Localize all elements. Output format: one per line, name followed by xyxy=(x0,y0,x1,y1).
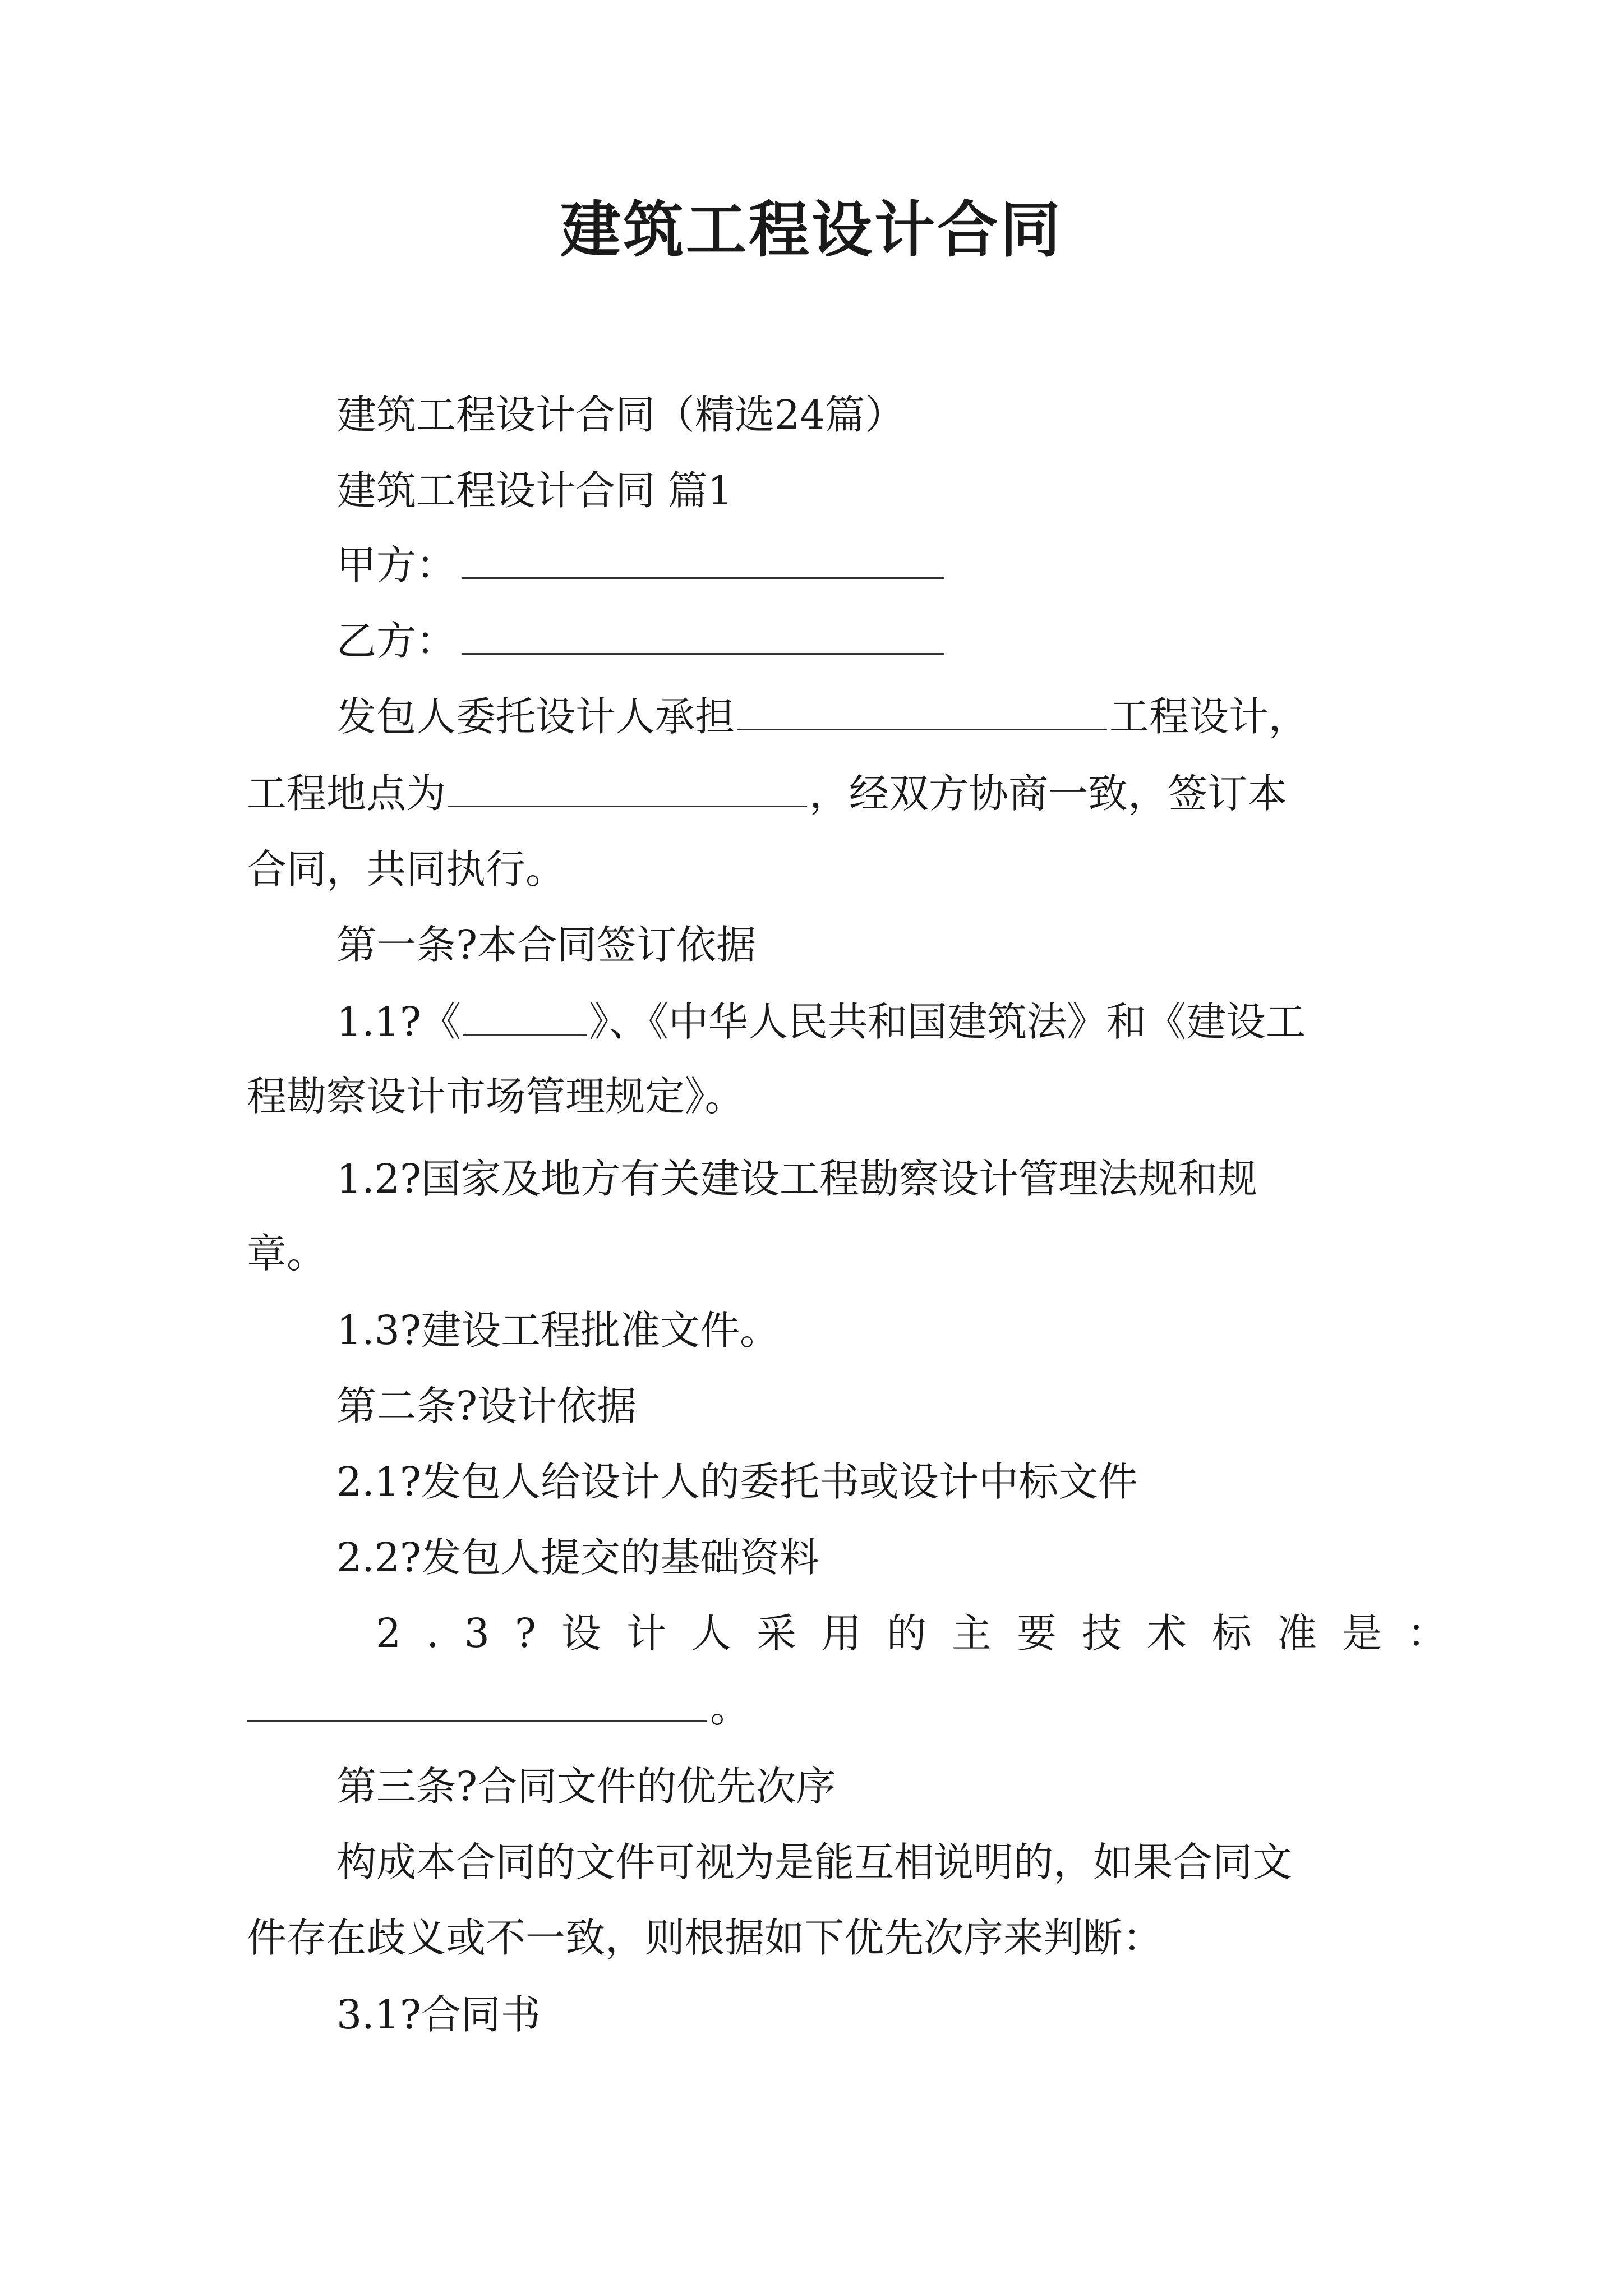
clause-2-3-line-1 xyxy=(376,1605,1472,1662)
clause-text: 1.1?《 xyxy=(336,999,461,1045)
clause-2-1: 2.1?发包人给设计人的委托书或设计中标文件 xyxy=(336,1458,1138,1505)
party-b-line xyxy=(336,613,944,669)
party-a-line xyxy=(336,537,944,593)
article-3-paragraph-line-1: 构成本合同的文件可视为是能互相说明的，如果合同文 xyxy=(336,1839,1293,1885)
document-subtitle: 建筑工程设计合同（精选24篇） xyxy=(336,392,905,438)
technical-standard-blank xyxy=(247,1681,707,1722)
clause-1-2-line-2: 章。 xyxy=(247,1230,327,1277)
clause-1-1-line-2: 程勘察设计市场管理规定》。 xyxy=(247,1073,745,1120)
intro-line-2 xyxy=(247,766,1287,822)
project-name-blank xyxy=(737,689,1107,730)
document-title: 建筑工程设计合同 xyxy=(560,195,1063,265)
article-3-paragraph-line-2: 件存在歧义或不一致，则根据如下优先次序来判断： xyxy=(247,1915,1163,1961)
clause-2-3-line-2 xyxy=(247,1680,750,1736)
law-name-blank xyxy=(463,995,587,1036)
party-b-blank xyxy=(462,614,944,655)
clause-1-3: 1.3?建设工程批准文件。 xyxy=(336,1307,780,1354)
party-a-label: 甲方： xyxy=(336,542,457,588)
clause-2-2: 2.2?发包人提交的基础资料 xyxy=(336,1534,819,1581)
intro-text: ，经双方协商一致，签订本 xyxy=(809,770,1288,817)
clause-text: 。 xyxy=(710,1685,750,1731)
clause-text: 》、《中华人民共和国建筑法》和《建设工 xyxy=(588,999,1306,1045)
clause-1-1-line-1 xyxy=(336,994,1306,1050)
party-b-label: 乙方： xyxy=(336,618,457,664)
clause-2-3-text: 2.3?设计人采用的主要技术标准是： xyxy=(376,1610,1472,1657)
chapter-heading: 建筑工程设计合同 篇1 xyxy=(336,467,733,514)
party-a-blank xyxy=(462,538,944,579)
clause-1-2-line-1: 1.2?国家及地方有关建设工程勘察设计管理法规和规 xyxy=(336,1156,1257,1202)
project-site-blank xyxy=(448,766,807,807)
intro-line-3: 合同，共同执行。 xyxy=(247,846,566,892)
intro-line-1 xyxy=(336,689,1308,745)
article-1-heading: 第一条?本合同签订依据 xyxy=(336,922,757,968)
intro-text: 工程设计， xyxy=(1109,693,1309,740)
article-2-heading: 第二条?设计依据 xyxy=(336,1383,637,1429)
clause-3-1: 3.1?合同书 xyxy=(336,1991,541,2038)
intro-text: 工程地点为 xyxy=(247,770,446,817)
article-3-heading: 第三条?合同文件的优先次序 xyxy=(336,1763,836,1810)
intro-text: 发包人委托设计人承担 xyxy=(336,693,735,740)
